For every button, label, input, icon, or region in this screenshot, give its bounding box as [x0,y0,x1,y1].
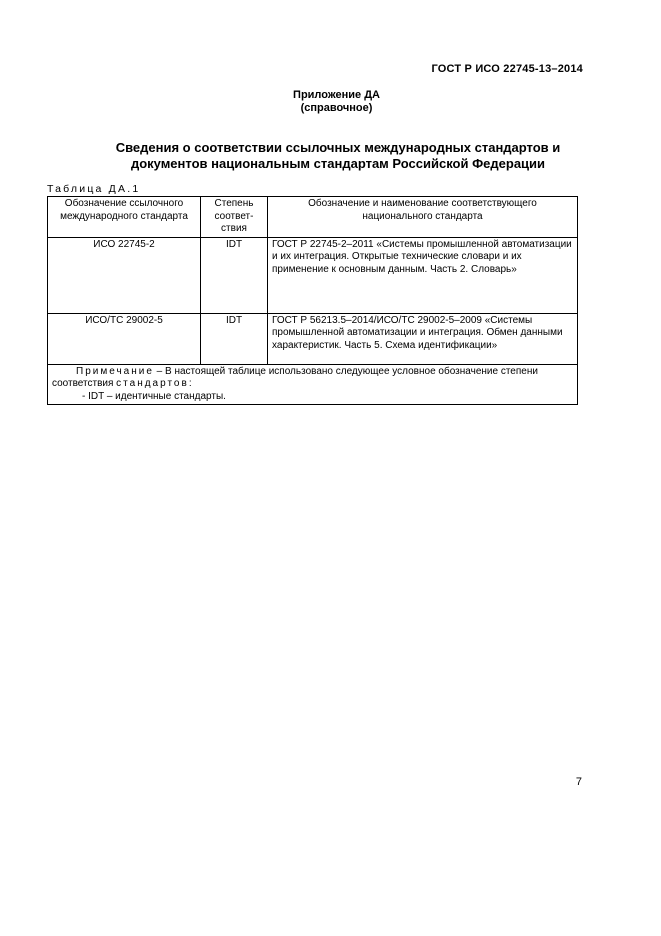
note-text [52,366,573,391]
table-row [48,237,578,313]
note-text-main: – В настоящей таблице использовано следующее условное обозначение степени соответствия [52,365,538,389]
section-title [98,140,578,172]
table-caption: Таблица ДА.1 [47,183,141,195]
cell-national-standard: ГОСТ Р 22745-2–2011 «Системы промышленной автоматизации и их интеграция. Открытые технические словари и их применение к основным данным. Часть 2. Словарь» [268,237,578,313]
section-title-line-2: документов национальным стандартам Российской Федерации [130,156,546,171]
cell-degree: IDT [201,237,268,313]
note-label: Примечание [76,365,154,377]
appendix-title: Приложение ДА [293,89,380,101]
note-text-spaced: стандартов [116,378,189,389]
appendix-heading [0,89,661,115]
cell-degree: IDT [201,313,268,364]
header-national-standard: Обозначение и наименование соответствующего национального стандарта [268,197,578,238]
header-degree: Степень соответ-ствия [201,197,268,238]
table-row [48,313,578,364]
table-header-row [48,197,578,238]
section-title-line-1: Сведения о соответствии ссылочных международных стандартов и [115,140,561,155]
note-list-item: - IDT – идентичные стандарты. [82,390,226,402]
cell-national-standard: ГОСТ Р 56213.5–2014/ИСО/ТС 29002-5–2009 «Системы промышленной автоматизации и интеграция. Обмен данными характеристик. Часть 5. Схема идентификации» [268,313,578,364]
appendix-subtitle: (справочное) [300,102,373,114]
standards-correspondence-table [47,196,578,405]
page-number: 7 [575,776,582,788]
table-note [48,364,578,405]
document-code: ГОСТ Р ИСО 22745-13–2014 [431,63,583,75]
cell-reference-standard: ИСО 22745-2 [48,237,201,313]
header-reference-standard: Обозначение ссылочного международного стандарта [48,197,201,238]
cell-reference-standard: ИСО/ТС 29002-5 [48,313,201,364]
note-text-end: : [188,378,192,389]
table-note-row [48,364,578,405]
